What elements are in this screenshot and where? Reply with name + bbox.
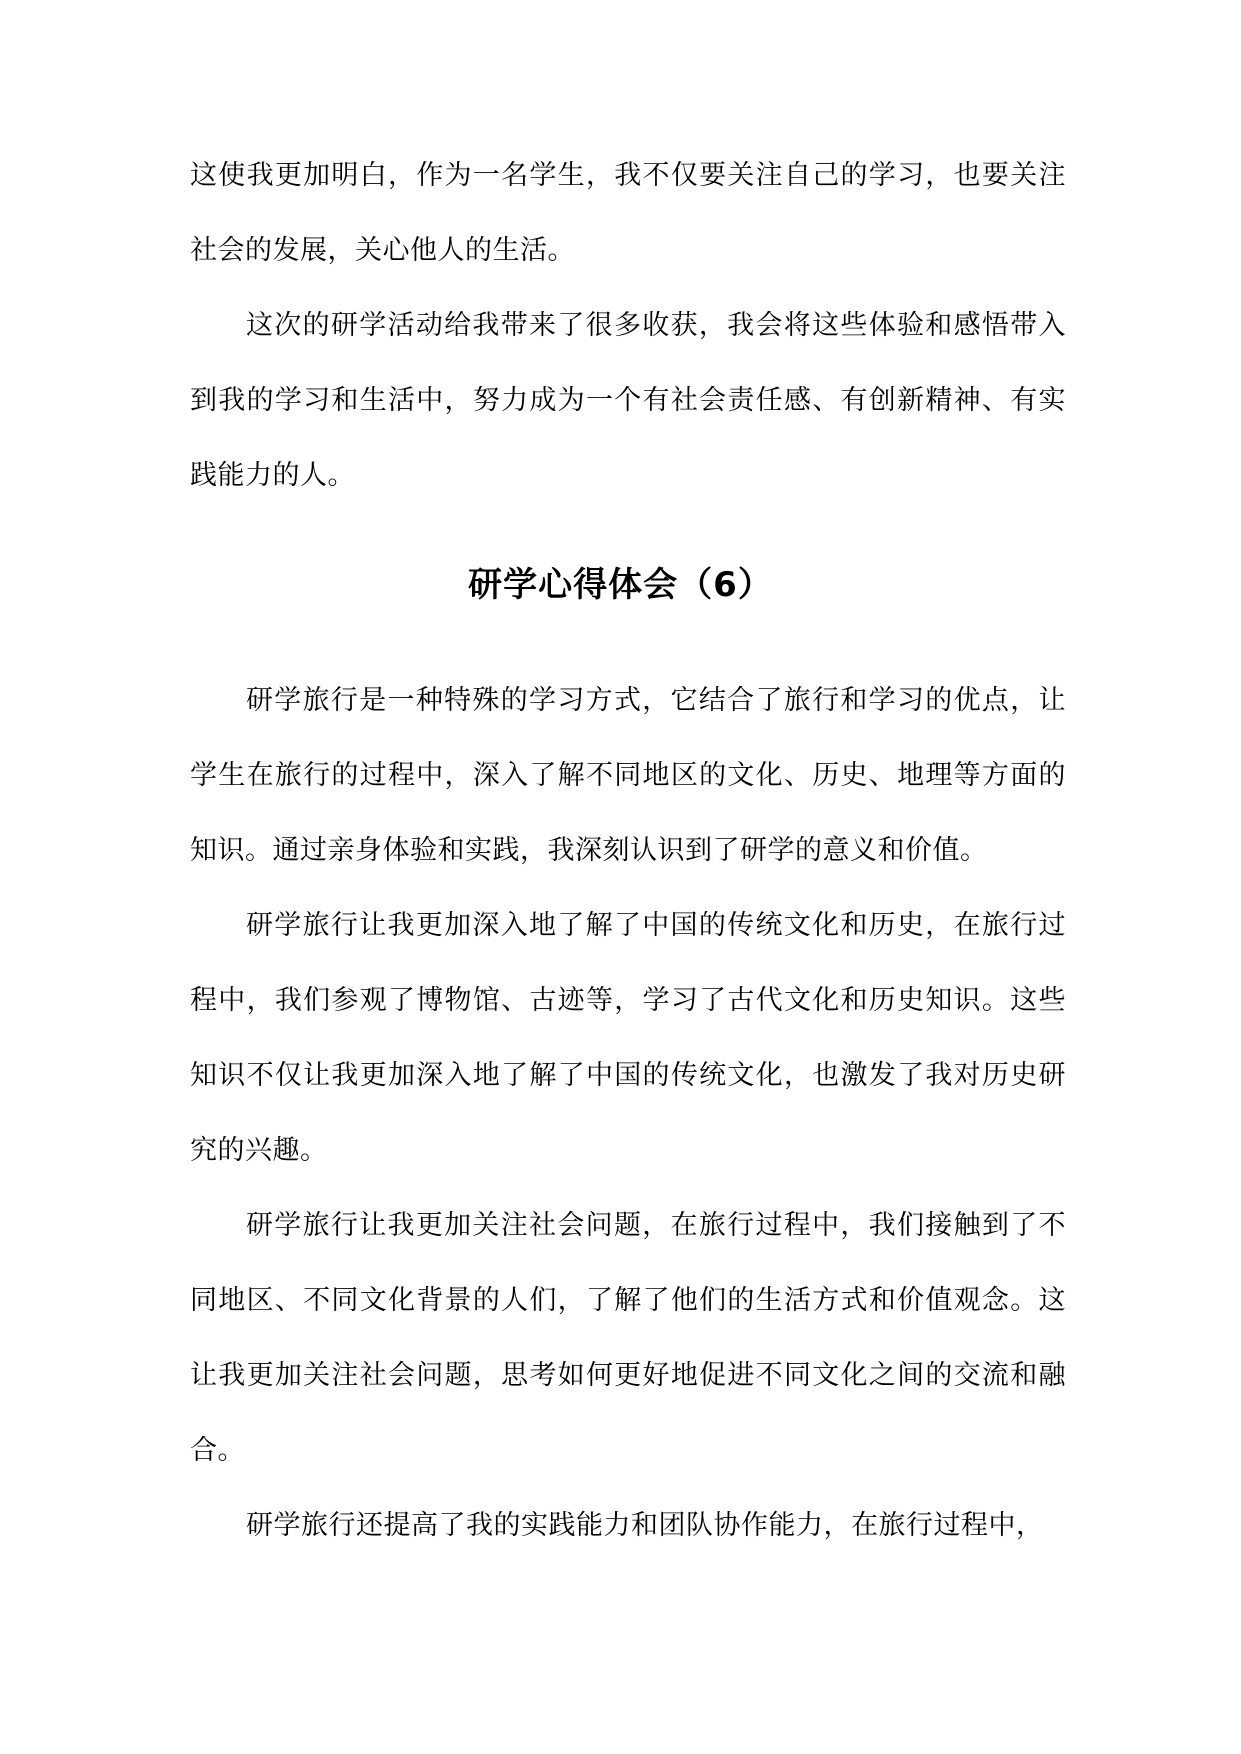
paragraph-intro: 研学旅行是一种特殊的学习方式，它结合了旅行和学习的优点，让学生在旅行的过程中，深入了解不同地区的文化、历史、地理等方面的知识。通过亲身体验和实践，我深刻认识到了研学的意义和价值。 — [190, 685, 1066, 866]
paragraph-reflection: 这次的研学活动给我带来了很多收获，我会将这些体验和感悟带入到我的学习和生活中，努力成为一个有社会责任感、有创新精神、有实践能力的人。 — [190, 310, 1066, 491]
section-title: 研学心得体会（6） — [468, 565, 773, 605]
paragraph-practice-teamwork: 研学旅行还提高了我的实践能力和团队协作能力，在旅行过程中， — [246, 1510, 1044, 1541]
paragraph-social-issues: 研学旅行让我更加关注社会问题，在旅行过程中，我们接触到了不同地区、不同文化背景的人们，了解了他们的生活方式和价值观念。这让我更加关注社会问题，思考如何更好地促进不同文化之间的交流和融合。 — [190, 1210, 1066, 1466]
paragraph-culture-history: 研学旅行让我更加深入地了解了中国的传统文化和历史，在旅行过程中，我们参观了博物馆、古迹等，学习了古代文化和历史知识。这些知识不仅让我更加深入地了解了中国的传统文化，也激发了我对历史研究的兴趣。 — [190, 910, 1066, 1166]
paragraph-continuation: 这使我更加明白，作为一名学生，我不仅要关注自己的学习，也要关注社会的发展，关心他人的生活。 — [190, 160, 1066, 266]
